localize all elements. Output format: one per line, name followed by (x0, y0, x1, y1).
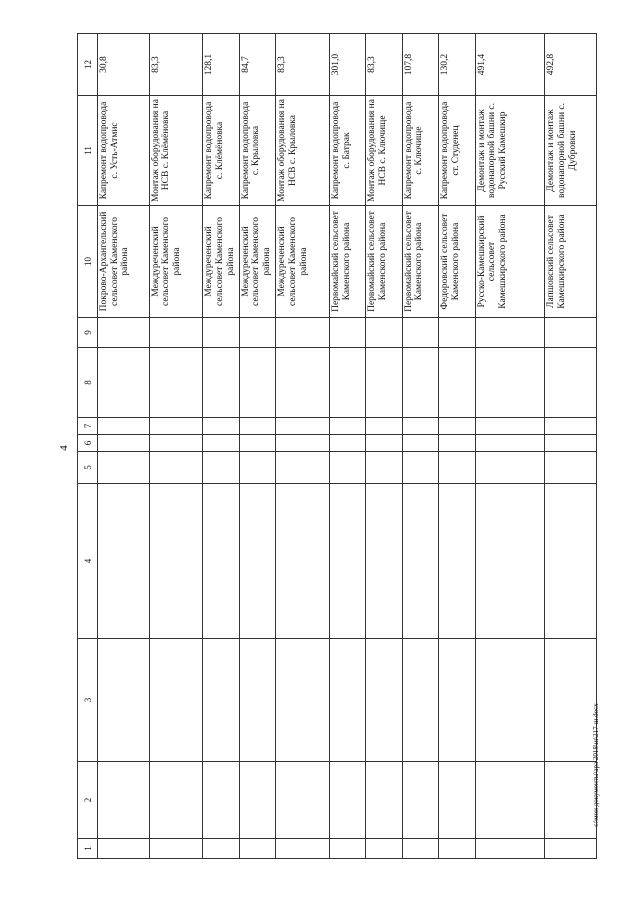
amount-cell: 301,0 (329, 34, 365, 96)
header-cell: 10 (78, 206, 98, 318)
municipality-cell: Первомайский сельсовет Каменского района (329, 206, 365, 318)
empty-cell (98, 418, 150, 435)
empty-cell (239, 318, 275, 348)
empty-cell (366, 484, 402, 639)
empty-cell (203, 348, 239, 418)
table-row (545, 34, 597, 859)
header-cell: 9 (78, 318, 98, 348)
municipality-cell: Федоровский сельсовет Каменского района (439, 206, 475, 318)
amount-cell: 130,2 (439, 34, 475, 96)
data-table (77, 33, 597, 859)
empty-cell (276, 639, 330, 762)
work-description-cell: Капремонт водопровода с. Ключище (402, 96, 438, 206)
empty-cell (475, 484, 545, 639)
empty-cell (439, 318, 475, 348)
empty-cell (545, 639, 597, 762)
empty-cell (329, 452, 365, 484)
amount-cell: 491,4 (475, 34, 545, 96)
empty-cell (545, 484, 597, 639)
header-cell: 8 (78, 348, 98, 418)
empty-cell (276, 762, 330, 839)
empty-cell (329, 418, 365, 435)
empty-cell (475, 839, 545, 859)
empty-cell (149, 762, 203, 839)
header-cell: 7 (78, 418, 98, 435)
empty-cell (366, 452, 402, 484)
empty-cell (276, 348, 330, 418)
empty-cell (439, 839, 475, 859)
empty-cell (402, 318, 438, 348)
amount-cell: 84,7 (239, 34, 275, 96)
header-cell: 5 (78, 452, 98, 484)
empty-cell (98, 452, 150, 484)
empty-cell (545, 762, 597, 839)
empty-cell (402, 484, 438, 639)
page-number: 4 (58, 445, 70, 451)
empty-cell (276, 318, 330, 348)
empty-cell (149, 484, 203, 639)
amount-cell: 83,3 (366, 34, 402, 96)
table-header-row (78, 34, 98, 859)
table-row (475, 34, 545, 859)
empty-cell (239, 418, 275, 435)
empty-cell (98, 484, 150, 639)
empty-cell (203, 318, 239, 348)
table-row (149, 34, 203, 859)
empty-cell (545, 348, 597, 418)
empty-cell (276, 418, 330, 435)
empty-cell (545, 318, 597, 348)
municipality-cell: Первомайский сельсовет Каменского района (366, 206, 402, 318)
header-cell: 2 (78, 762, 98, 839)
table-row (402, 34, 438, 859)
empty-cell (402, 435, 438, 452)
empty-cell (149, 418, 203, 435)
empty-cell (203, 839, 239, 859)
empty-cell (475, 452, 545, 484)
empty-cell (475, 348, 545, 418)
amount-cell: 492,8 (545, 34, 597, 96)
empty-cell (402, 839, 438, 859)
empty-cell (239, 435, 275, 452)
empty-cell (545, 839, 597, 859)
empty-cell (98, 348, 150, 418)
work-description-cell: Капремонт водопровода с. Крыловка (239, 96, 275, 206)
empty-cell (239, 762, 275, 839)
empty-cell (239, 639, 275, 762)
municipality-cell: Междуреченский сельсовет Каменского района (149, 206, 203, 318)
header-cell: 1 (78, 839, 98, 859)
municipality-cell: Покрово-Архангельский сельсовет Каменского района (98, 206, 150, 318)
work-description-cell: Капремонт водопровода ст. Студенец (439, 96, 475, 206)
empty-cell (329, 762, 365, 839)
empty-cell (149, 318, 203, 348)
empty-cell (239, 452, 275, 484)
empty-cell (366, 639, 402, 762)
empty-cell (329, 639, 365, 762)
amount-cell: 128,1 (203, 34, 239, 96)
work-description-cell: Демонтаж и монтаж водонапорной башни с. Дубровки (545, 96, 597, 206)
empty-cell (545, 452, 597, 484)
empty-cell (203, 418, 239, 435)
table-row (366, 34, 402, 859)
work-description-cell: Монтаж оборудования на НСВ с. Ключище (366, 96, 402, 206)
empty-cell (239, 839, 275, 859)
empty-cell (203, 452, 239, 484)
empty-cell (439, 348, 475, 418)
empty-cell (329, 484, 365, 639)
table-row (98, 34, 150, 859)
empty-cell (366, 348, 402, 418)
work-description-cell: Монтаж оборудования на НСВ с. Крыловка (276, 96, 330, 206)
empty-cell (149, 435, 203, 452)
amount-cell: 107,8 (402, 34, 438, 96)
table-row (439, 34, 475, 859)
municipality-cell: Первомайский сельсовет Каменского района (402, 206, 438, 318)
empty-cell (98, 762, 150, 839)
empty-cell (149, 639, 203, 762)
empty-cell (98, 839, 150, 859)
empty-cell (545, 418, 597, 435)
table-row (203, 34, 239, 859)
empty-cell (98, 639, 150, 762)
empty-cell (402, 452, 438, 484)
empty-cell (366, 318, 402, 348)
empty-cell (475, 418, 545, 435)
amount-cell: 83,3 (149, 34, 203, 96)
empty-cell (475, 318, 545, 348)
empty-cell (475, 762, 545, 839)
empty-cell (545, 435, 597, 452)
empty-cell (276, 484, 330, 639)
empty-cell (366, 762, 402, 839)
empty-cell (149, 452, 203, 484)
empty-cell (203, 435, 239, 452)
empty-cell (402, 639, 438, 762)
municipality-cell: Междуреченский сельсовет Каменского района (203, 206, 239, 318)
empty-cell (239, 484, 275, 639)
empty-cell (439, 418, 475, 435)
header-cell: 11 (78, 96, 98, 206)
table-row (239, 34, 275, 859)
empty-cell (475, 435, 545, 452)
empty-cell (475, 639, 545, 762)
empty-cell (366, 839, 402, 859)
amount-cell: 83,3 (276, 34, 330, 96)
empty-cell (329, 348, 365, 418)
empty-cell (439, 639, 475, 762)
empty-cell (276, 452, 330, 484)
empty-cell (329, 318, 365, 348)
work-description-cell: Демонтаж и монтаж водонапорной башни с. Русский Камешкир (475, 96, 545, 206)
empty-cell (149, 348, 203, 418)
empty-cell (366, 418, 402, 435)
empty-cell (203, 762, 239, 839)
municipality-cell: Междуреченский сельсовет Каменского района (276, 206, 330, 318)
header-cell: 12 (78, 34, 98, 96)
empty-cell (402, 762, 438, 839)
work-description-cell: Капремонт водопровода с. Батрак (329, 96, 365, 206)
empty-cell (203, 639, 239, 762)
empty-cell (402, 348, 438, 418)
empty-cell (98, 435, 150, 452)
empty-cell (439, 484, 475, 639)
work-description-cell: Монтаж оборудования на НСВ с. Клёмёновка (149, 96, 203, 206)
municipality-cell: Русско-Камешкирский сельсовет Камешкирского района (475, 206, 545, 318)
footer-file-path: c:\мои документы\ара 2018\ш\217-ш.docx (592, 703, 600, 827)
empty-cell (98, 318, 150, 348)
empty-cell (329, 435, 365, 452)
empty-cell (276, 435, 330, 452)
empty-cell (439, 762, 475, 839)
header-cell: 6 (78, 435, 98, 452)
table-row (329, 34, 365, 859)
empty-cell (239, 348, 275, 418)
empty-cell (329, 839, 365, 859)
table-container (77, 34, 597, 859)
empty-cell (402, 418, 438, 435)
work-description-cell: Капремонт водопровода с. Усть-Атмис (98, 96, 150, 206)
amount-cell: 30,8 (98, 34, 150, 96)
empty-cell (203, 484, 239, 639)
empty-cell (276, 839, 330, 859)
header-cell: 4 (78, 484, 98, 639)
header-cell: 3 (78, 639, 98, 762)
empty-cell (439, 452, 475, 484)
empty-cell (366, 435, 402, 452)
empty-cell (439, 435, 475, 452)
table-row (276, 34, 330, 859)
work-description-cell: Капремонт водопровода с. Клёмёновка (203, 96, 239, 206)
municipality-cell: Междуреченский сельсовет Каменского района (239, 206, 275, 318)
empty-cell (149, 839, 203, 859)
municipality-cell: Лапшовский сельсовет Камешкирского района (545, 206, 597, 318)
